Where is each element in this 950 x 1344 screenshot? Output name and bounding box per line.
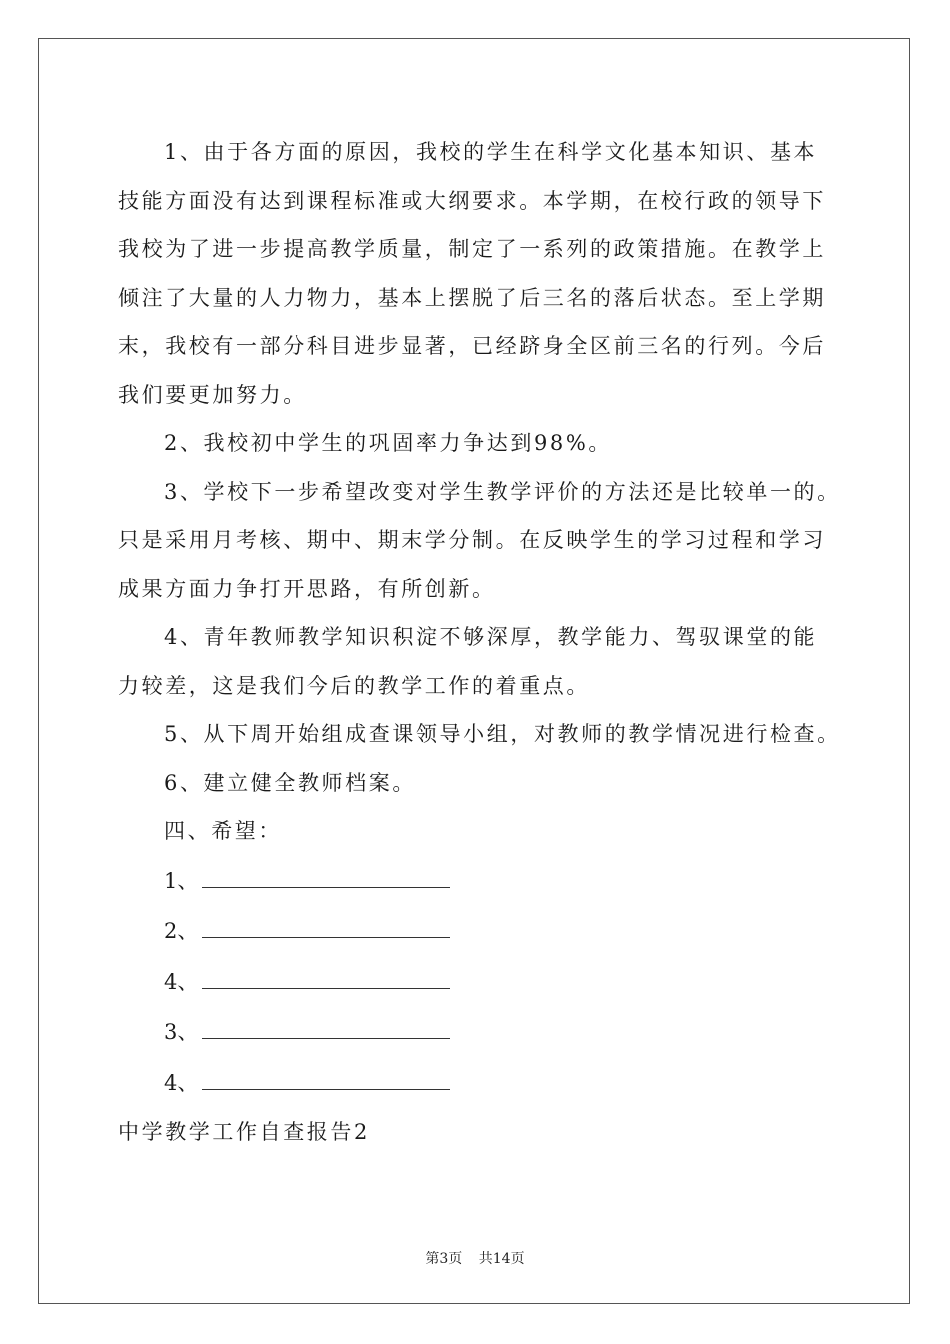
next-report-title: 中学教学工作自查报告2 [118,1120,370,1144]
paragraph-line: 6、建立健全教师档案。 [164,770,416,795]
page-number-total: 共14页 [478,1251,525,1267]
fill-in-blank-line [202,1018,450,1039]
fill-in-number: 2、 [164,919,199,943]
paragraph-line: 成果方面力争打开思路，有所创新。 [118,576,496,601]
fill-in-number: 1、 [164,868,199,893]
fill-in-item [118,906,840,957]
fill-in-blank-line [202,867,450,888]
paragraph-line: 1、由于各方面的原因，我校的学生在科学文化基本知识、基本 [164,140,818,164]
fill-in-blank-line [202,917,450,938]
fill-in-number: 3、 [164,1020,199,1044]
document-body [118,128,840,1156]
fill-in-item [118,1007,840,1058]
paragraph-line: 4、青年教师教学知识积淀不够深厚，教学能力、驾驭课堂的能 [164,625,818,649]
paragraph-line: 我校为了进一步提高教学质量，制定了一系列的政策措施。在教学上 [118,237,826,261]
fill-in-number: 4、 [164,969,199,994]
paragraph-line: 我们要更加努力。 [118,382,307,407]
paragraph-line: 末，我校有一部分科目进步显著，已经跻身全区前三名的行列。今后 [118,334,826,358]
section-heading: 四、希望： [164,819,282,843]
paragraph-line: 2、我校初中学生的巩固率力争达到98%。 [164,431,613,455]
paragraph-line: 力较差，这是我们今后的教学工作的着重点。 [118,673,590,698]
paragraph-line: 5、从下周开始组成查课领导小组，对教师的教学情况进行检查。 [164,722,841,746]
fill-in-item [118,957,840,1008]
fill-in-blank-line [202,968,450,989]
fill-in-number: 4、 [164,1070,199,1095]
paragraph-line: 技能方面没有达到课程标准或大纲要求。本学期，在校行政的领导下 [118,188,826,213]
paragraph-line: 只是采用月考核、期中、期末学分制。在反映学生的学习过程和学习 [118,528,826,552]
fill-in-item [118,856,840,907]
page-footer [0,1248,950,1268]
fill-in-blank-line [202,1069,450,1090]
paragraph-line: 3、学校下一步希望改变对学生教学评价的方法还是比较单一的。 [164,479,841,504]
paragraph-line: 倾注了大量的人力物力，基本上摆脱了后三名的落后状态。至上学期 [118,285,826,310]
fill-in-item [118,1058,840,1109]
page-number-current: 第3页 [425,1251,463,1267]
